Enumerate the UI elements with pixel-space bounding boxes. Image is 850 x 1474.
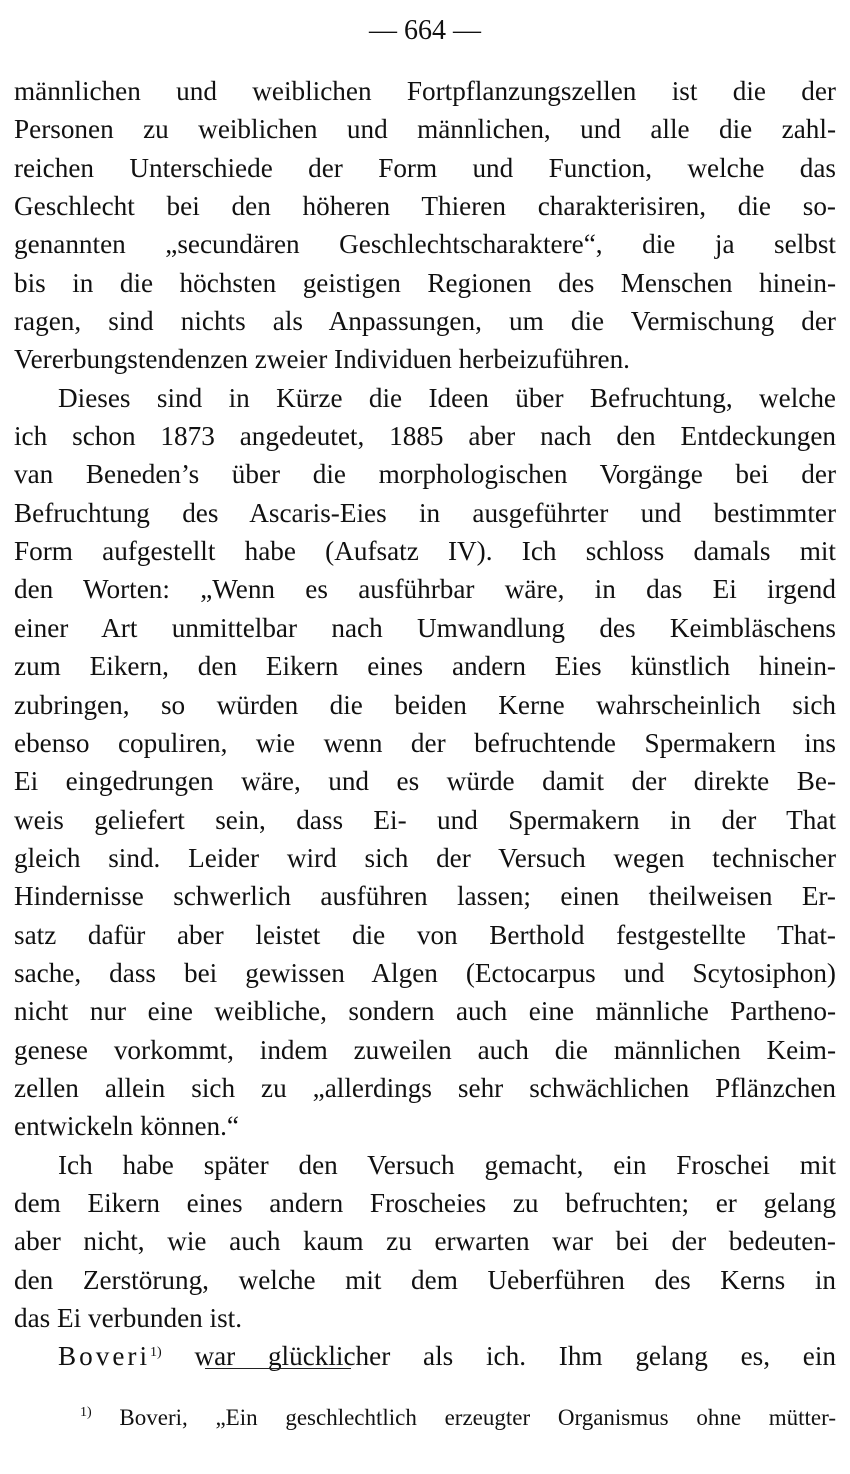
footnote-text: Boveri, „Ein geschlechtlich erzeugter Organismus ohne mütter-	[91, 1405, 836, 1430]
text-line: reichen Unterschiede der Form und Function, welche das	[14, 152, 836, 183]
text-line: weis geliefert sein, dass Ei- und Spermakern in der That	[14, 804, 836, 835]
text-line: genese vorkommt, indem zuweilen auch die männlichen Keim-	[14, 1034, 836, 1065]
text-line: den Zerstörung, welche mit dem Ueberführen des Kerns in	[14, 1264, 836, 1295]
text-line: ragen, sind nichts als Anpassungen, um die Vermischung der	[14, 306, 836, 337]
text-line: Form aufgestellt habe (Aufsatz IV). Ich schloss damals mit	[14, 536, 836, 567]
text-line: gleich sind. Leider wird sich der Versuch wegen technischer	[14, 842, 836, 873]
text-line: aber nicht, wie auch kaum zu erwarten war bei der bedeuten-	[14, 1226, 836, 1257]
text-line: Personen zu weiblichen und männlichen, und alle die zahl-	[14, 114, 836, 145]
text-line: Vererbungstendenzen zweier Individuen herbeizuführen.	[14, 344, 630, 375]
text-line: van Beneden’s über die morphologischen Vorgänge bei der	[14, 459, 836, 490]
text-line: Geschlecht bei den höheren Thieren charakterisiren, die so-	[14, 191, 836, 222]
author-name: Boveri	[58, 1341, 150, 1372]
paragraph-start: Ich habe später den Versuch gemacht, ein Froschei mit	[58, 1149, 836, 1180]
text-line: ebenso copuliren, wie wenn der befruchtende Spermakern ins	[14, 727, 836, 758]
footnote-marker: 1)	[80, 1405, 92, 1420]
text-line: Befruchtung des Ascaris-Eies in ausgeführter und bestimmter	[14, 497, 836, 528]
text-line: Ei eingedrungen wäre, und es würde damit der direkte Be-	[14, 766, 836, 797]
text-line: zellen allein sich zu „allerdings sehr schwächlichen Pflänzchen	[14, 1072, 836, 1103]
text-line: Hindernisse schwerlich ausführen lassen; einen theilweisen Er-	[14, 881, 836, 912]
text-line: einer Art unmittelbar nach Umwandlung des Keimbläschens	[14, 612, 836, 643]
text-line: satz dafür aber leistet die von Berthold festgestellte That-	[14, 919, 836, 950]
text-line: nicht nur eine weibliche, sondern auch eine männliche Partheno-	[14, 996, 836, 1027]
text-line: zum Eikern, den Eikern eines andern Eies künstlich hinein-	[14, 651, 836, 682]
body-text	[14, 72, 836, 1376]
text-line: ich schon 1873 angedeutet, 1885 aber nach den Entdeckungen	[14, 421, 836, 452]
text-line: zubringen, so würden die beiden Kerne wahrscheinlich sich	[14, 689, 836, 720]
text-line: entwickeln können.“	[14, 1111, 239, 1142]
text-line: bis in die höchsten geistigen Regionen des Menschen hinein-	[14, 267, 836, 298]
text-line: sache, dass bei gewissen Algen (Ectocarpus und Scytosiphon)	[14, 957, 836, 988]
text-span: war glücklicher als ich. Ihm gelang es, ein	[161, 1341, 836, 1372]
footnote	[80, 1402, 836, 1434]
page-number: — 664 —	[369, 15, 481, 46]
paragraph-start: Dieses sind in Kürze die Ideen über Befruchtung, welche	[58, 382, 836, 413]
text-line: dem Eikern eines andern Froscheies zu befruchten; er gelang	[14, 1187, 836, 1218]
text-line: den Worten: „Wenn es ausführbar wäre, in das Ei irgend	[14, 574, 836, 605]
footnote-reference: 1)	[150, 1345, 162, 1361]
text-line: männlichen und weiblichen Fortpflanzungszellen ist die der	[14, 76, 836, 106]
paragraph-start	[14, 1337, 836, 1375]
text-line: genannten „secundären Geschlechtscharaktere“, die ja selbst	[14, 229, 836, 260]
footnote-divider	[205, 1368, 351, 1369]
text-line: das Ei verbunden ist.	[14, 1303, 243, 1333]
